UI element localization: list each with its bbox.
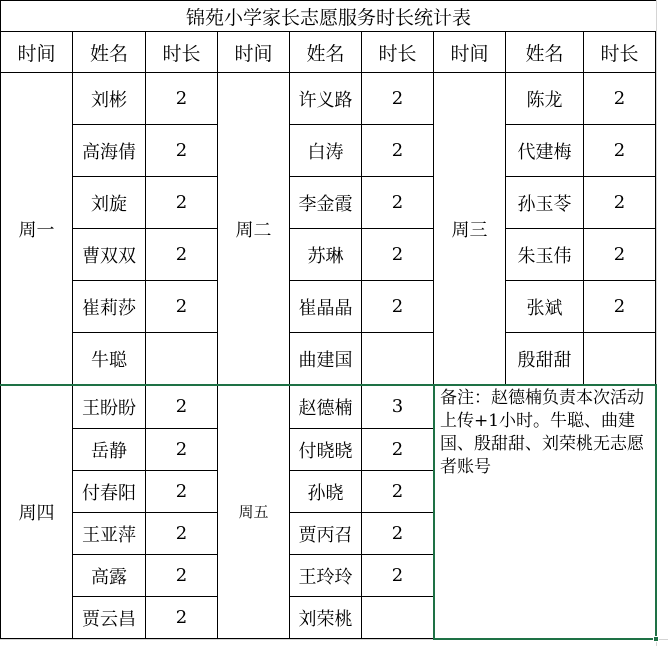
remarks-cell[interactable]: 备注：赵德楠负责本次活动上传+1小时。牛聪、曲建国、殷甜甜、刘荣桃无志愿者账号: [434, 385, 656, 639]
hours-cell[interactable]: 2: [146, 555, 218, 597]
name-cell[interactable]: 牛聪: [73, 333, 146, 385]
name-cell[interactable]: 朱玉伟: [506, 229, 584, 281]
name-cell[interactable]: 代建梅: [506, 125, 584, 177]
name-cell[interactable]: 王玲玲: [290, 555, 362, 597]
day-cell-thu[interactable]: 周四: [0, 385, 73, 639]
hours-cell[interactable]: 2: [362, 513, 434, 555]
hours-cell[interactable]: 2: [362, 125, 434, 177]
hours-cell[interactable]: 2: [146, 513, 218, 555]
hours-cell[interactable]: 2: [362, 471, 434, 513]
column-header: 时间: [0, 32, 73, 73]
hours-cell[interactable]: 2: [362, 555, 434, 597]
name-cell[interactable]: 张斌: [506, 281, 584, 333]
name-cell[interactable]: 李金霞: [290, 177, 362, 229]
hours-cell[interactable]: [584, 333, 656, 385]
name-cell[interactable]: 贾丙召: [290, 513, 362, 555]
name-cell[interactable]: 刘旋: [73, 177, 146, 229]
name-cell[interactable]: 王亚萍: [73, 513, 146, 555]
hours-cell[interactable]: 2: [362, 73, 434, 125]
column-header: 姓名: [290, 32, 362, 73]
name-cell[interactable]: 许义路: [290, 73, 362, 125]
name-cell[interactable]: 刘彬: [73, 73, 146, 125]
name-cell[interactable]: 赵德楠: [290, 385, 362, 429]
name-cell[interactable]: 孙玉苓: [506, 177, 584, 229]
hours-cell[interactable]: 3: [362, 385, 434, 429]
hours-cell[interactable]: 2: [362, 429, 434, 471]
table-title: 锦苑小学家长志愿服务时长统计表: [0, 0, 656, 32]
hours-cell[interactable]: 2: [146, 229, 218, 281]
hours-cell[interactable]: 2: [146, 125, 218, 177]
column-header: 姓名: [73, 32, 146, 73]
hours-cell[interactable]: 2: [146, 177, 218, 229]
name-cell[interactable]: 刘荣桃: [290, 597, 362, 639]
day-cell-tue[interactable]: 周二: [218, 73, 290, 385]
hours-cell[interactable]: 2: [146, 385, 218, 429]
name-cell[interactable]: 崔晶晶: [290, 281, 362, 333]
name-cell[interactable]: 白涛: [290, 125, 362, 177]
hours-cell[interactable]: 2: [584, 73, 656, 125]
hours-cell[interactable]: 2: [146, 471, 218, 513]
name-cell[interactable]: 苏琳: [290, 229, 362, 281]
hours-cell[interactable]: [362, 597, 434, 639]
column-header: 姓名: [506, 32, 584, 73]
name-cell[interactable]: 王盼盼: [73, 385, 146, 429]
hours-cell[interactable]: 2: [584, 229, 656, 281]
day-cell-mon[interactable]: 周一: [0, 73, 73, 385]
column-header: 时长: [146, 32, 218, 73]
hours-cell[interactable]: 2: [146, 281, 218, 333]
name-cell[interactable]: 孙晓: [290, 471, 362, 513]
name-cell[interactable]: 贾云昌: [73, 597, 146, 639]
column-header: 时间: [434, 32, 506, 73]
name-cell[interactable]: 岳静: [73, 429, 146, 471]
hours-cell[interactable]: [362, 333, 434, 385]
column-header: 时长: [584, 32, 656, 73]
faint-gridline-right: [656, 0, 657, 646]
day-cell-fri[interactable]: 周五: [218, 385, 290, 639]
hours-cell[interactable]: 2: [584, 281, 656, 333]
name-cell[interactable]: 付晓晓: [290, 429, 362, 471]
hours-cell[interactable]: 2: [146, 429, 218, 471]
column-header: 时间: [218, 32, 290, 73]
name-cell[interactable]: 崔莉莎: [73, 281, 146, 333]
name-cell[interactable]: 高露: [73, 555, 146, 597]
hours-cell[interactable]: 2: [362, 281, 434, 333]
name-cell[interactable]: 付春阳: [73, 471, 146, 513]
hours-cell[interactable]: [146, 333, 218, 385]
hours-cell[interactable]: 2: [146, 73, 218, 125]
hours-cell[interactable]: 2: [584, 125, 656, 177]
name-cell[interactable]: 殷甜甜: [506, 333, 584, 385]
name-cell[interactable]: 高海倩: [73, 125, 146, 177]
name-cell[interactable]: 陈龙: [506, 73, 584, 125]
name-cell[interactable]: 曹双双: [73, 229, 146, 281]
hours-cell[interactable]: 2: [584, 177, 656, 229]
name-cell[interactable]: 曲建国: [290, 333, 362, 385]
faint-gridline-bottom: [0, 639, 668, 640]
hours-cell[interactable]: 2: [362, 177, 434, 229]
column-header: 时长: [362, 32, 434, 73]
hours-cell[interactable]: 2: [362, 229, 434, 281]
day-cell-wed[interactable]: 周三: [434, 73, 506, 385]
hours-cell[interactable]: 2: [146, 597, 218, 639]
